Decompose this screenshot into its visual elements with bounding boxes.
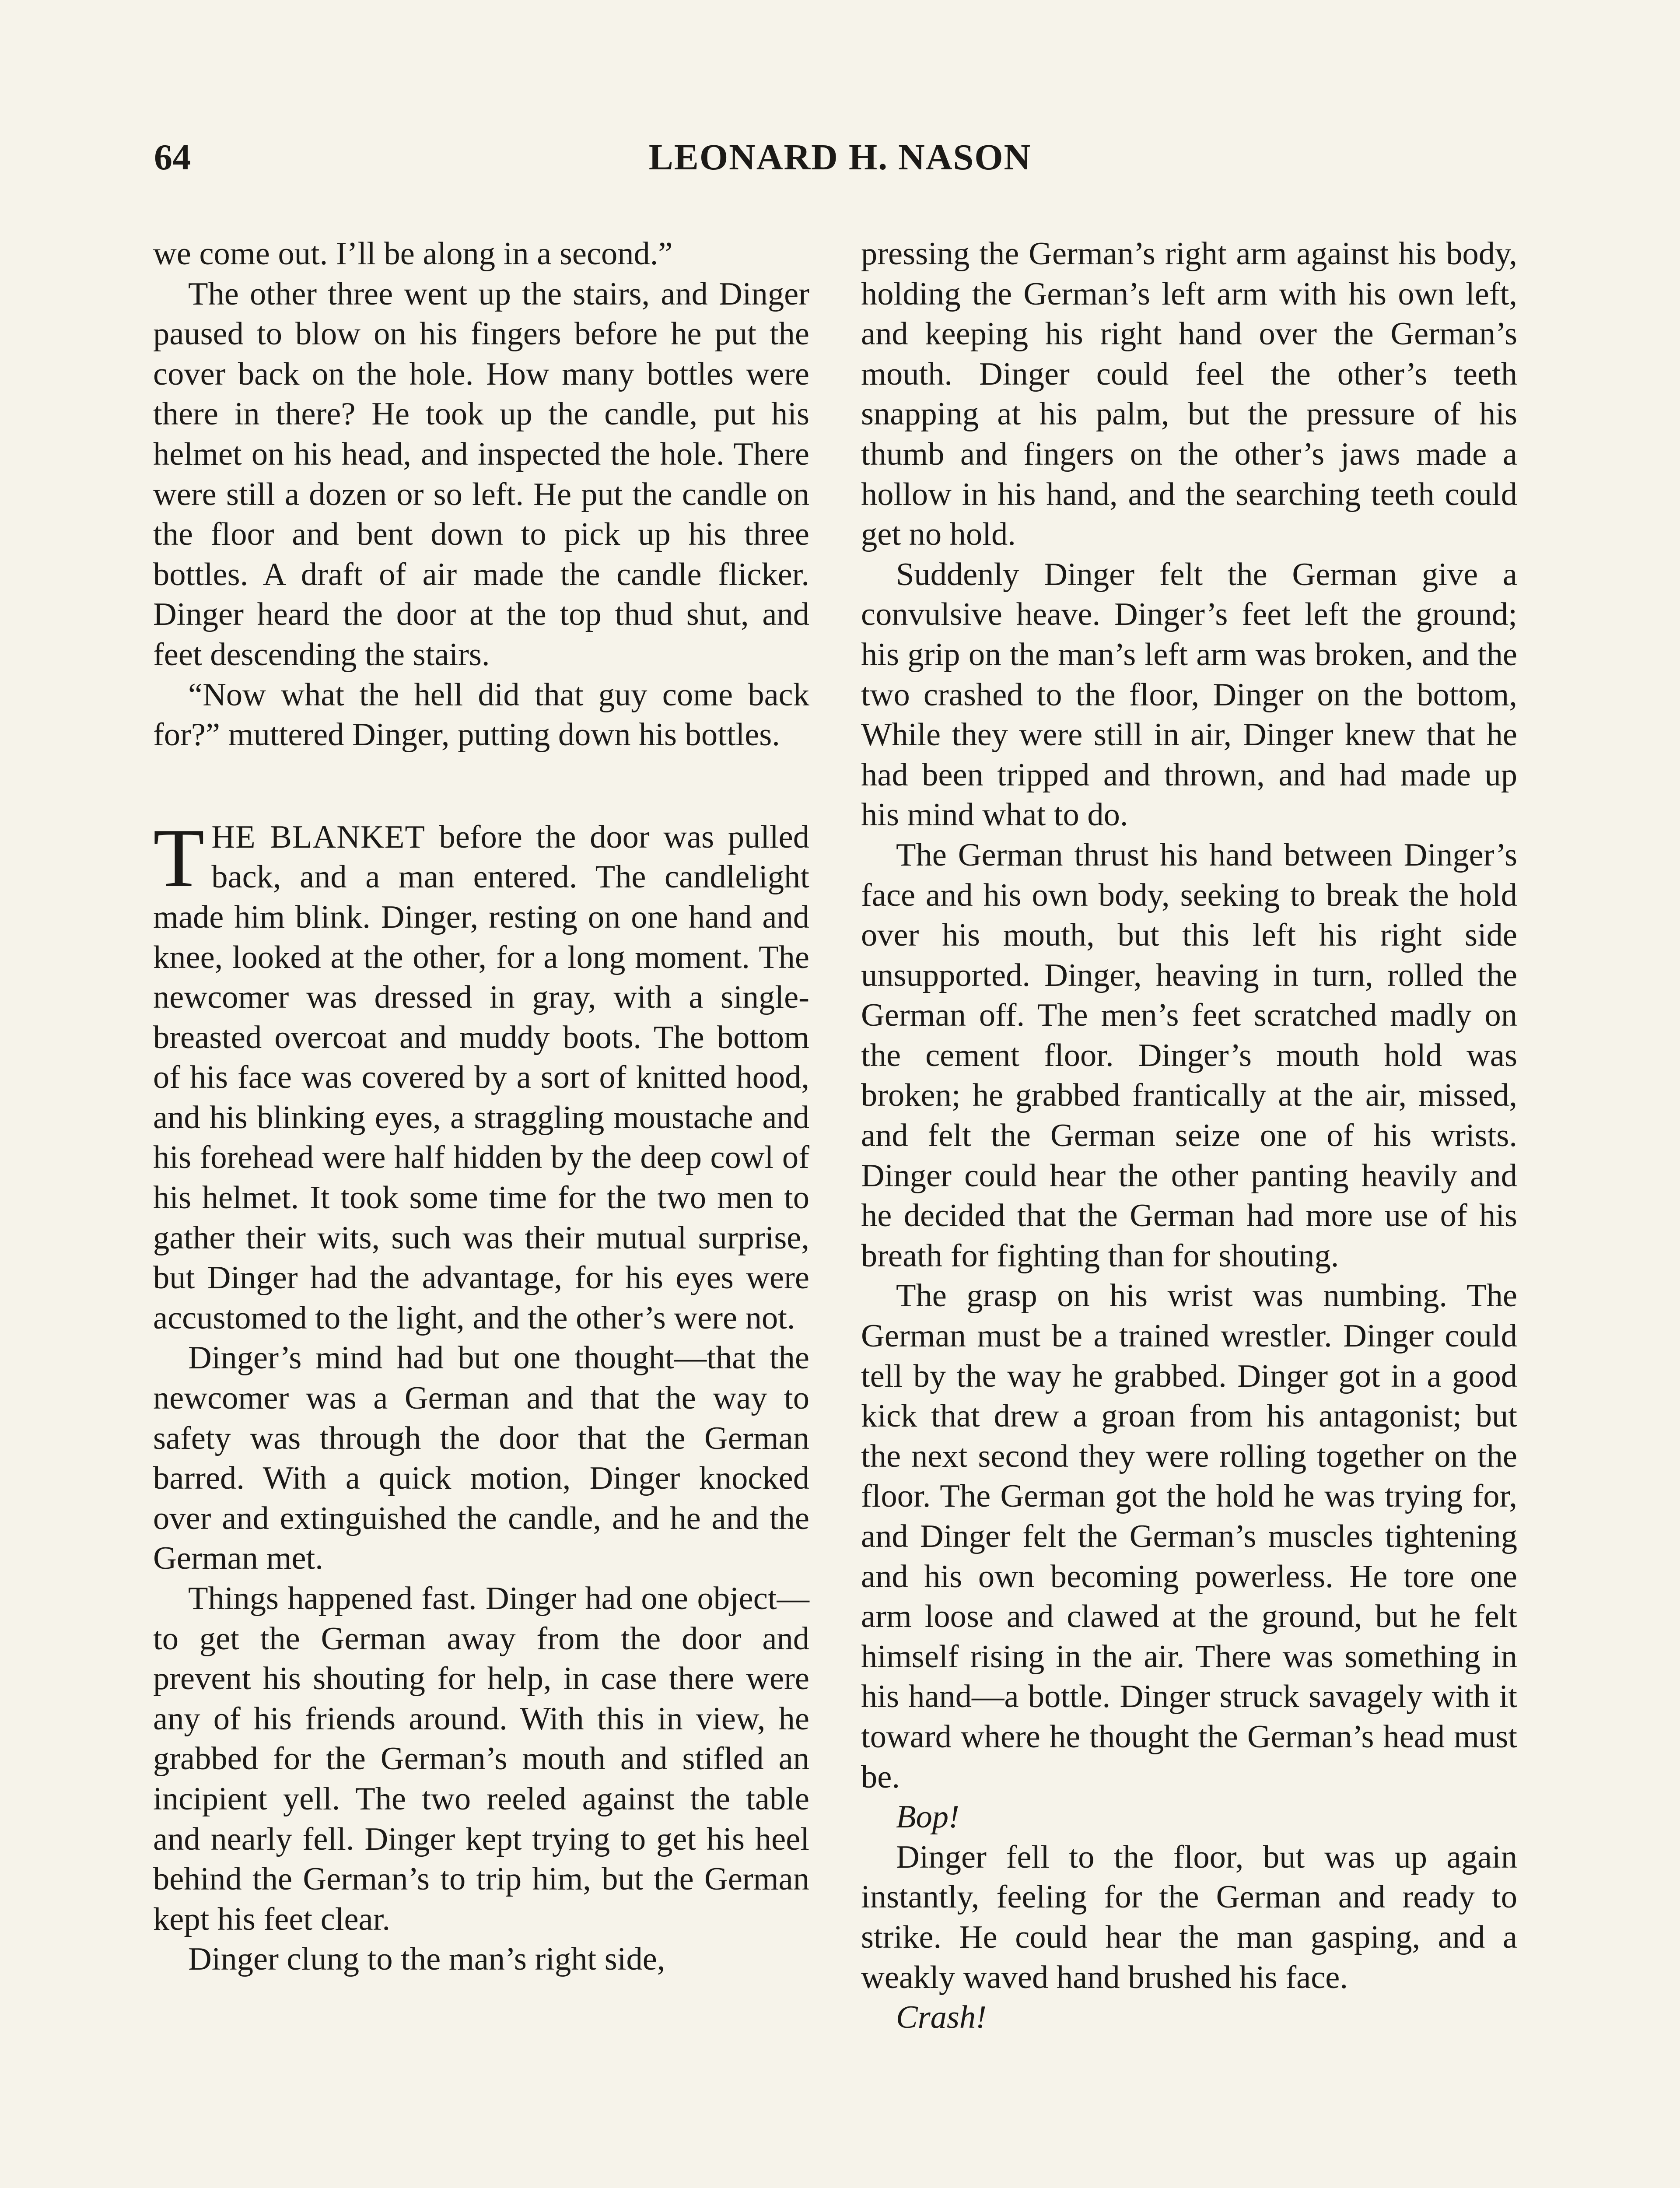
page-number: 64 [154, 137, 191, 178]
running-head: LEONARD H. NASON [648, 137, 1032, 178]
section-opening-paragraph [153, 811, 809, 1339]
paragraph: The grasp on his wrist was numbing. The German must be a trained wrestler. Dinger could tell by the way he grabbed. Dinger got in a good kick that drew a groan from his antagonist; but the next second they were rolling together on the floor. The German got the hold he was trying for, and Dinger felt the German’s muscles tightening and his own becoming powerless. He tore one arm loose and clawed at the ground, but he felt himself rising in the air. There was something in his hand—a bottle. Dinger struck savagely with it toward where he thought the German’s head must be. [861, 1278, 1517, 1795]
left-column [153, 234, 809, 1980]
paragraph: Things happened fast. Dinger had one object—to get the German away from the door and prevent his shouting for help, in case there were any of his friends around. With this in view, he grabbed for the German’s mouth and stifled an incipient yell. The two reeled against the table and nearly fell. Dinger kept trying to get his heel behind the German’s to trip him, but the German kept his feet clear. [153, 1581, 809, 1937]
paragraph: we come out. I’ll be along in a second.” [153, 236, 673, 272]
paragraph: “Now what the hell did that guy come back for?” muttered Dinger, putting down his bottles. [153, 677, 809, 753]
paragraph: Suddenly Dinger felt the German give a convulsive heave. Dinger’s feet left the ground; his grip on the man’s left arm was broken, and the two crashed to the floor, Dinger on the bottom, While they were still in air, Dinger knew that he had been tripped and thrown, and had made up his mind what to do. [861, 556, 1517, 833]
sound-effect-paragraph: Bop! [896, 1799, 959, 1835]
paragraph: The other three went up the stairs, and Dinger paused to blow on his fingers before he put the cover back on the hole. How many bottles were there in there? He took up the candle, put his helmet on his head, and inspected the hole. There were still a dozen or so left. He put the candle on the floor and bent down to pick up his three bottles. A draft of air made the candle flicker. Dinger heard the door at the top thud shut, and feet descending the stairs. [153, 276, 809, 673]
paragraph: Dinger clung to the man’s right side, [188, 1941, 665, 1978]
paragraph: The German thrust his hand between Dinger’s face and his own body, seeking to break the hold over his mouth, but this left his right side unsupported. Dinger, heaving in turn, rolled the German off. The men’s feet scratched madly on the cement floor. Dinger’s mouth hold was broken; he grabbed frantically at the air, missed, and felt the German seize one of his wrists. Dinger could hear the other panting heavily and he decided that the German had more use of his breath for fighting than for shouting. [861, 837, 1517, 1274]
section-lead: HE BLANKET [211, 819, 425, 855]
drop-cap: T [153, 811, 205, 905]
paragraph-text: before the door was pulled back, and a man entered. The candlelight made him blink. Dinger, resting on one hand and knee, looked at the other, for a long moment. The newcomer was dressed in gray, with a single-breasted overcoat and muddy boots. The bottom of his face was covered by a sort of knitted hood, and his blinking eyes, a straggling moustache and his forehead were half hidden by the deep cowl of his helmet. It took some time for the two men to gather their wits, such was their mutual surprise, but Dinger had the advantage, for his eyes were accustomed to the light, and the other’s were not. [153, 819, 809, 1336]
paragraph: Dinger’s mind had but one thought—that the newcomer was a German and that the way to safety was through the door that the German barred. With a quick motion, Dinger knocked over and extinguished the candle, and he and the German met. [153, 1340, 809, 1577]
paragraph: pressing the German’s right arm against his body, holding the German’s left arm with his own left, and keeping his right hand over the German’s mouth. Dinger could feel the other’s teeth snapping at his palm, but the pressure of his thumb and fingers on the other’s jaws made a hollow in his hand, and the searching teeth could get no hold. [861, 236, 1517, 553]
right-column [861, 234, 1517, 2038]
sound-effect-paragraph: Crash! [896, 1999, 987, 2036]
paragraph: Dinger fell to the floor, but was up again instantly, feeling for the German and ready to strike. He could hear the man gasping, and a weakly waved hand brushed his face. [861, 1839, 1517, 1995]
